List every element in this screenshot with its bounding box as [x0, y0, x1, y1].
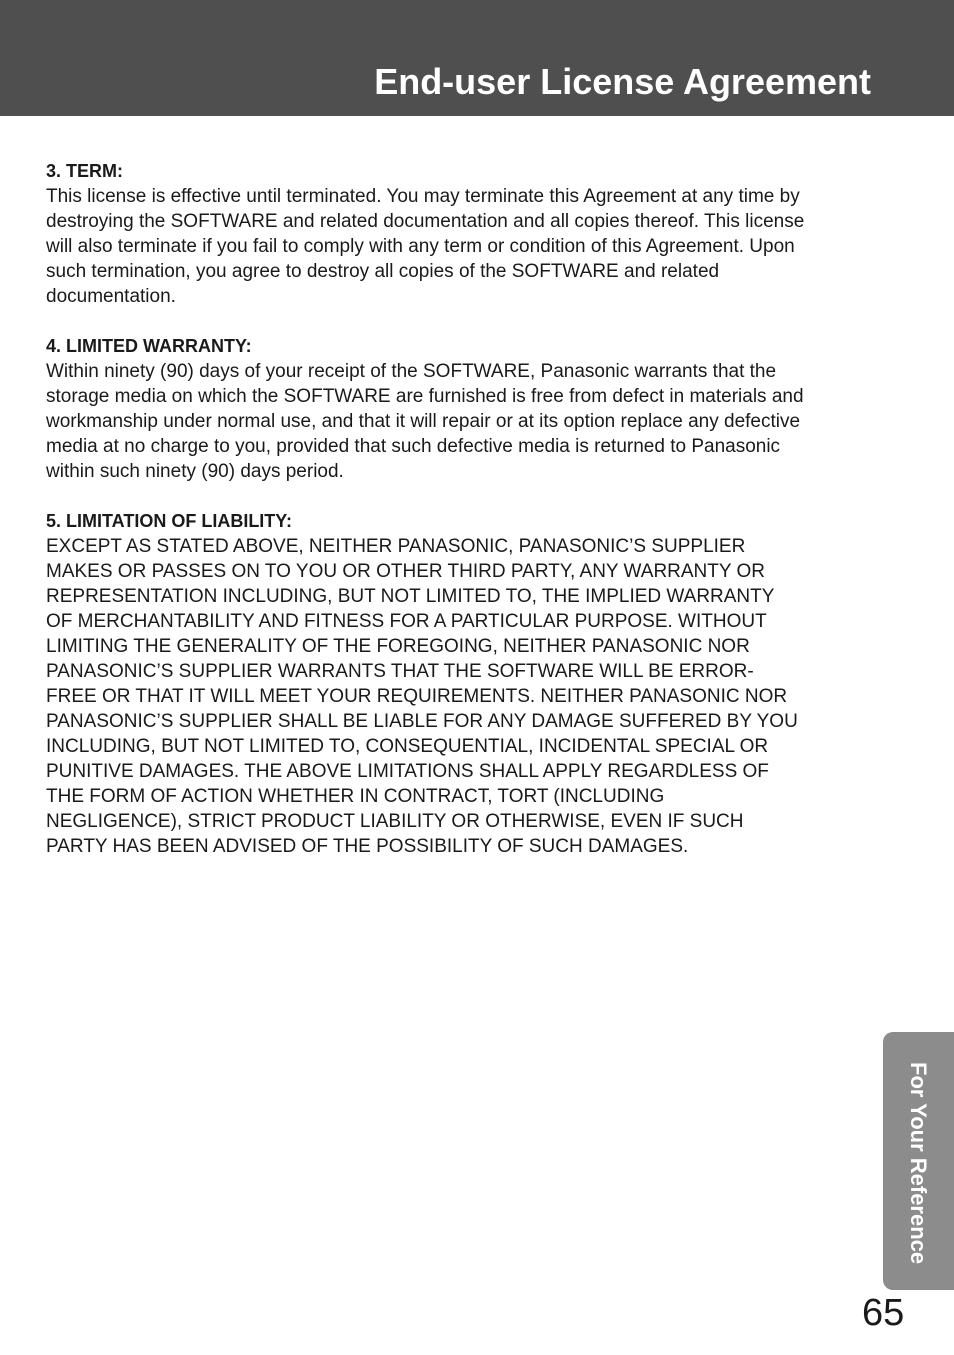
text-line: INCLUDING, BUT NOT LIMITED TO, CONSEQUENTIAL, INCIDENTAL SPECIAL OR — [46, 736, 769, 757]
side-tab-for-your-reference[interactable] — [883, 1032, 954, 1290]
section-heading: 4. LIMITED WARRANTY: — [46, 336, 252, 356]
text-line: FREE OR THAT IT WILL MEET YOUR REQUIREMENTS. NEITHER PANASONIC NOR — [46, 686, 788, 707]
text-line: workmanship under normal use, and that it will repair or at its option replace any defective — [46, 411, 801, 432]
section-body — [46, 359, 876, 484]
text-line: media at no charge to you, provided that such defective media is returned to Panasonic — [46, 436, 781, 457]
text-line: destroying the SOFTWARE and related documentation and all copies thereof. This license — [46, 211, 805, 232]
text-line: REPRESENTATION INCLUDING, BUT NOT LIMITED TO, THE IMPLIED WARRANTY — [46, 586, 775, 607]
text-line: OF MERCHANTABILITY AND FITNESS FOR A PARTICULAR PURPOSE. WITHOUT — [46, 611, 767, 632]
text-line: within such ninety (90) days period. — [46, 461, 344, 482]
text-line: PANASONIC’S SUPPLIER SHALL BE LIABLE FOR ANY DAMAGE SUFFERED BY YOU — [46, 711, 798, 732]
text-line: Within ninety (90) days of your receipt of the SOFTWARE, Panasonic warrants that the — [46, 361, 777, 382]
section-limitation-of-liability — [46, 509, 876, 859]
text-line: This license is effective until terminated. You may terminate this Agreement at any time by — [46, 186, 800, 207]
text-line: storage media on which the SOFTWARE are furnished is free from defect in materials and — [46, 386, 804, 407]
section-limited-warranty — [46, 334, 876, 484]
section-body — [46, 184, 876, 309]
section-heading: 5. LIMITATION OF LIABILITY: — [46, 511, 292, 531]
text-line: NEGLIGENCE), STRICT PRODUCT LIABILITY OR OTHERWISE, EVEN IF SUCH — [46, 811, 744, 832]
text-line: MAKES OR PASSES ON TO YOU OR OTHER THIRD PARTY, ANY WARRANTY OR — [46, 561, 765, 582]
page-number: 65 — [862, 1292, 905, 1334]
text-line: will also terminate if you fail to comply with any term or condition of this Agreement. Upon — [46, 236, 795, 257]
text-line: PANASONIC’S SUPPLIER WARRANTS THAT THE SOFTWARE WILL BE ERROR- — [46, 661, 754, 682]
page-title: End-user License Agreement — [374, 61, 871, 102]
text-line: EXCEPT AS STATED ABOVE, NEITHER PANASONIC, PANASONIC’S SUPPLIER — [46, 536, 746, 557]
text-line: LIMITING THE GENERALITY OF THE FOREGOING, NEITHER PANASONIC NOR — [46, 636, 750, 657]
text-line: PARTY HAS BEEN ADVISED OF THE POSSIBILITY OF SUCH DAMAGES. — [46, 836, 689, 857]
text-line: such termination, you agree to destroy all copies of the SOFTWARE and related — [46, 261, 720, 282]
text-line: documentation. — [46, 286, 176, 307]
section-heading: 3. TERM: — [46, 161, 124, 181]
text-line: THE FORM OF ACTION WHETHER IN CONTRACT, TORT (INCLUDING — [46, 786, 665, 807]
text-line: PUNITIVE DAMAGES. THE ABOVE LIMITATIONS SHALL APPLY REGARDLESS OF — [46, 761, 769, 782]
section-term — [46, 159, 876, 309]
header-bar — [0, 0, 954, 116]
section-body — [46, 534, 876, 859]
side-tab-label: For Your Reference — [906, 1062, 931, 1265]
license-content — [46, 159, 876, 884]
